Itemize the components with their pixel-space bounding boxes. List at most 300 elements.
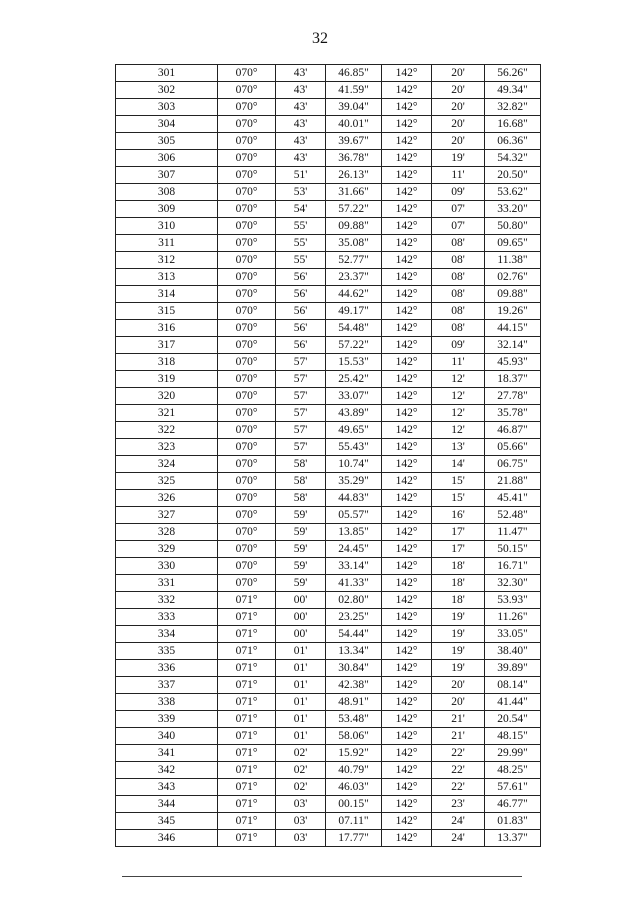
lat-minutes-cell: 55' bbox=[276, 235, 326, 252]
lon-minutes-cell: 13' bbox=[432, 439, 485, 456]
table-row bbox=[116, 235, 541, 252]
lat-seconds-cell: 26.13" bbox=[326, 167, 382, 184]
table-row bbox=[116, 626, 541, 643]
table-row bbox=[116, 422, 541, 439]
lon-seconds-cell: 39.89" bbox=[485, 660, 541, 677]
lon-degrees-cell: 142° bbox=[382, 762, 432, 779]
lat-seconds-cell: 10.74" bbox=[326, 456, 382, 473]
lon-degrees-cell: 142° bbox=[382, 592, 432, 609]
lon-minutes-cell: 21' bbox=[432, 711, 485, 728]
lat-seconds-cell: 46.85" bbox=[326, 65, 382, 82]
lon-minutes-cell: 08' bbox=[432, 235, 485, 252]
lon-degrees-cell: 142° bbox=[382, 524, 432, 541]
point-number-cell: 331 bbox=[116, 575, 218, 592]
point-number-cell: 321 bbox=[116, 405, 218, 422]
lat-minutes-cell: 58' bbox=[276, 490, 326, 507]
lon-seconds-cell: 33.05" bbox=[485, 626, 541, 643]
lat-degrees-cell: 071° bbox=[218, 830, 276, 847]
lon-seconds-cell: 52.48" bbox=[485, 507, 541, 524]
lat-minutes-cell: 57' bbox=[276, 422, 326, 439]
lon-seconds-cell: 44.15" bbox=[485, 320, 541, 337]
point-number-cell: 343 bbox=[116, 779, 218, 796]
lat-seconds-cell: 15.53" bbox=[326, 354, 382, 371]
point-number-cell: 334 bbox=[116, 626, 218, 643]
lon-seconds-cell: 48.25" bbox=[485, 762, 541, 779]
lat-seconds-cell: 41.59" bbox=[326, 82, 382, 99]
lat-minutes-cell: 02' bbox=[276, 745, 326, 762]
table-row bbox=[116, 643, 541, 660]
lon-minutes-cell: 19' bbox=[432, 660, 485, 677]
lat-degrees-cell: 071° bbox=[218, 609, 276, 626]
lon-degrees-cell: 142° bbox=[382, 813, 432, 830]
table-row bbox=[116, 473, 541, 490]
lat-minutes-cell: 01' bbox=[276, 728, 326, 745]
table-row bbox=[116, 813, 541, 830]
lat-degrees-cell: 071° bbox=[218, 813, 276, 830]
lat-degrees-cell: 070° bbox=[218, 133, 276, 150]
lat-seconds-cell: 23.37" bbox=[326, 269, 382, 286]
lat-degrees-cell: 070° bbox=[218, 490, 276, 507]
point-number-cell: 309 bbox=[116, 201, 218, 218]
lat-minutes-cell: 57' bbox=[276, 354, 326, 371]
lon-seconds-cell: 01.83" bbox=[485, 813, 541, 830]
lat-minutes-cell: 56' bbox=[276, 320, 326, 337]
lon-minutes-cell: 20' bbox=[432, 133, 485, 150]
footer-rule bbox=[122, 876, 522, 877]
lon-degrees-cell: 142° bbox=[382, 728, 432, 745]
lat-seconds-cell: 31.66" bbox=[326, 184, 382, 201]
table-row bbox=[116, 354, 541, 371]
table-row bbox=[116, 609, 541, 626]
lat-degrees-cell: 071° bbox=[218, 762, 276, 779]
lat-minutes-cell: 00' bbox=[276, 592, 326, 609]
lat-degrees-cell: 070° bbox=[218, 218, 276, 235]
lat-minutes-cell: 03' bbox=[276, 813, 326, 830]
point-number-cell: 323 bbox=[116, 439, 218, 456]
lon-minutes-cell: 09' bbox=[432, 184, 485, 201]
lat-seconds-cell: 39.67" bbox=[326, 133, 382, 150]
lon-seconds-cell: 08.14" bbox=[485, 677, 541, 694]
point-number-cell: 313 bbox=[116, 269, 218, 286]
lat-degrees-cell: 070° bbox=[218, 388, 276, 405]
table-row bbox=[116, 167, 541, 184]
lat-minutes-cell: 59' bbox=[276, 575, 326, 592]
lon-seconds-cell: 20.54" bbox=[485, 711, 541, 728]
table-row bbox=[116, 82, 541, 99]
lat-minutes-cell: 59' bbox=[276, 558, 326, 575]
lat-seconds-cell: 35.08" bbox=[326, 235, 382, 252]
lat-seconds-cell: 05.57" bbox=[326, 507, 382, 524]
table-row bbox=[116, 201, 541, 218]
point-number-cell: 319 bbox=[116, 371, 218, 388]
lon-seconds-cell: 27.78" bbox=[485, 388, 541, 405]
lon-minutes-cell: 19' bbox=[432, 150, 485, 167]
lon-seconds-cell: 48.15" bbox=[485, 728, 541, 745]
lon-minutes-cell: 17' bbox=[432, 541, 485, 558]
table-row bbox=[116, 830, 541, 847]
lat-seconds-cell: 58.06" bbox=[326, 728, 382, 745]
lon-degrees-cell: 142° bbox=[382, 303, 432, 320]
lon-degrees-cell: 142° bbox=[382, 507, 432, 524]
lat-seconds-cell: 15.92" bbox=[326, 745, 382, 762]
lat-minutes-cell: 01' bbox=[276, 660, 326, 677]
lat-degrees-cell: 070° bbox=[218, 82, 276, 99]
point-number-cell: 340 bbox=[116, 728, 218, 745]
lon-minutes-cell: 12' bbox=[432, 388, 485, 405]
lon-minutes-cell: 22' bbox=[432, 762, 485, 779]
point-number-cell: 317 bbox=[116, 337, 218, 354]
lon-degrees-cell: 142° bbox=[382, 116, 432, 133]
lat-minutes-cell: 59' bbox=[276, 507, 326, 524]
point-number-cell: 320 bbox=[116, 388, 218, 405]
lon-degrees-cell: 142° bbox=[382, 779, 432, 796]
lon-degrees-cell: 142° bbox=[382, 337, 432, 354]
lat-degrees-cell: 071° bbox=[218, 711, 276, 728]
lat-seconds-cell: 17.77" bbox=[326, 830, 382, 847]
lon-degrees-cell: 142° bbox=[382, 609, 432, 626]
table-row bbox=[116, 490, 541, 507]
lon-degrees-cell: 142° bbox=[382, 643, 432, 660]
point-number-cell: 311 bbox=[116, 235, 218, 252]
lon-minutes-cell: 19' bbox=[432, 609, 485, 626]
lon-seconds-cell: 46.87" bbox=[485, 422, 541, 439]
table-row bbox=[116, 286, 541, 303]
lon-seconds-cell: 41.44" bbox=[485, 694, 541, 711]
lat-minutes-cell: 01' bbox=[276, 694, 326, 711]
lat-seconds-cell: 30.84" bbox=[326, 660, 382, 677]
lon-minutes-cell: 24' bbox=[432, 813, 485, 830]
lon-minutes-cell: 24' bbox=[432, 830, 485, 847]
lon-minutes-cell: 15' bbox=[432, 490, 485, 507]
lat-degrees-cell: 070° bbox=[218, 337, 276, 354]
lon-seconds-cell: 09.88" bbox=[485, 286, 541, 303]
table-row bbox=[116, 592, 541, 609]
lat-seconds-cell: 54.48" bbox=[326, 320, 382, 337]
lat-minutes-cell: 03' bbox=[276, 796, 326, 813]
lat-seconds-cell: 52.77" bbox=[326, 252, 382, 269]
lat-minutes-cell: 00' bbox=[276, 609, 326, 626]
lon-minutes-cell: 22' bbox=[432, 779, 485, 796]
point-number-cell: 325 bbox=[116, 473, 218, 490]
coordinates-table-body bbox=[116, 65, 541, 847]
table-row bbox=[116, 116, 541, 133]
lat-degrees-cell: 070° bbox=[218, 456, 276, 473]
lat-seconds-cell: 09.88" bbox=[326, 218, 382, 235]
point-number-cell: 333 bbox=[116, 609, 218, 626]
lon-degrees-cell: 142° bbox=[382, 167, 432, 184]
lon-seconds-cell: 33.20" bbox=[485, 201, 541, 218]
point-number-cell: 345 bbox=[116, 813, 218, 830]
lon-minutes-cell: 07' bbox=[432, 201, 485, 218]
lat-seconds-cell: 00.15" bbox=[326, 796, 382, 813]
lat-degrees-cell: 070° bbox=[218, 167, 276, 184]
lat-degrees-cell: 071° bbox=[218, 796, 276, 813]
lon-degrees-cell: 142° bbox=[382, 490, 432, 507]
table-row bbox=[116, 728, 541, 745]
table-row bbox=[116, 660, 541, 677]
lat-degrees-cell: 070° bbox=[218, 354, 276, 371]
table-row bbox=[116, 745, 541, 762]
lat-degrees-cell: 070° bbox=[218, 575, 276, 592]
lat-degrees-cell: 070° bbox=[218, 405, 276, 422]
lat-degrees-cell: 071° bbox=[218, 779, 276, 796]
lat-minutes-cell: 02' bbox=[276, 762, 326, 779]
lon-degrees-cell: 142° bbox=[382, 745, 432, 762]
lat-seconds-cell: 55.43" bbox=[326, 439, 382, 456]
lon-degrees-cell: 142° bbox=[382, 660, 432, 677]
lon-seconds-cell: 53.62" bbox=[485, 184, 541, 201]
lat-degrees-cell: 070° bbox=[218, 558, 276, 575]
point-number-cell: 302 bbox=[116, 82, 218, 99]
point-number-cell: 305 bbox=[116, 133, 218, 150]
lon-seconds-cell: 21.88" bbox=[485, 473, 541, 490]
table-row bbox=[116, 388, 541, 405]
lat-seconds-cell: 39.04" bbox=[326, 99, 382, 116]
lat-minutes-cell: 00' bbox=[276, 626, 326, 643]
lat-seconds-cell: 42.38" bbox=[326, 677, 382, 694]
lat-degrees-cell: 071° bbox=[218, 728, 276, 745]
lat-minutes-cell: 01' bbox=[276, 677, 326, 694]
point-number-cell: 308 bbox=[116, 184, 218, 201]
lat-minutes-cell: 43' bbox=[276, 150, 326, 167]
lon-minutes-cell: 20' bbox=[432, 677, 485, 694]
lat-seconds-cell: 49.17" bbox=[326, 303, 382, 320]
point-number-cell: 332 bbox=[116, 592, 218, 609]
lon-seconds-cell: 02.76" bbox=[485, 269, 541, 286]
lon-degrees-cell: 142° bbox=[382, 541, 432, 558]
lon-seconds-cell: 20.50" bbox=[485, 167, 541, 184]
table-row bbox=[116, 439, 541, 456]
lon-minutes-cell: 19' bbox=[432, 626, 485, 643]
point-number-cell: 322 bbox=[116, 422, 218, 439]
lon-degrees-cell: 142° bbox=[382, 626, 432, 643]
lat-seconds-cell: 53.48" bbox=[326, 711, 382, 728]
lon-minutes-cell: 22' bbox=[432, 745, 485, 762]
lat-degrees-cell: 071° bbox=[218, 660, 276, 677]
lat-seconds-cell: 48.91" bbox=[326, 694, 382, 711]
lon-seconds-cell: 13.37" bbox=[485, 830, 541, 847]
point-number-cell: 330 bbox=[116, 558, 218, 575]
lon-degrees-cell: 142° bbox=[382, 252, 432, 269]
lon-degrees-cell: 142° bbox=[382, 405, 432, 422]
lon-minutes-cell: 20' bbox=[432, 116, 485, 133]
lat-degrees-cell: 071° bbox=[218, 677, 276, 694]
lon-degrees-cell: 142° bbox=[382, 558, 432, 575]
table-row bbox=[116, 99, 541, 116]
lat-degrees-cell: 070° bbox=[218, 252, 276, 269]
point-number-cell: 312 bbox=[116, 252, 218, 269]
point-number-cell: 304 bbox=[116, 116, 218, 133]
table-row bbox=[116, 184, 541, 201]
lon-minutes-cell: 20' bbox=[432, 99, 485, 116]
lon-minutes-cell: 08' bbox=[432, 303, 485, 320]
table-row bbox=[116, 507, 541, 524]
lat-seconds-cell: 33.14" bbox=[326, 558, 382, 575]
table-row bbox=[116, 218, 541, 235]
lon-minutes-cell: 12' bbox=[432, 405, 485, 422]
lon-degrees-cell: 142° bbox=[382, 99, 432, 116]
point-number-cell: 339 bbox=[116, 711, 218, 728]
point-number-cell: 318 bbox=[116, 354, 218, 371]
lat-seconds-cell: 13.34" bbox=[326, 643, 382, 660]
lon-seconds-cell: 16.68" bbox=[485, 116, 541, 133]
lat-degrees-cell: 070° bbox=[218, 116, 276, 133]
lon-seconds-cell: 35.78" bbox=[485, 405, 541, 422]
lon-seconds-cell: 06.36" bbox=[485, 133, 541, 150]
coordinates-table bbox=[115, 64, 541, 847]
lon-degrees-cell: 142° bbox=[382, 150, 432, 167]
table-row bbox=[116, 558, 541, 575]
lat-minutes-cell: 02' bbox=[276, 779, 326, 796]
lat-seconds-cell: 23.25" bbox=[326, 609, 382, 626]
lat-minutes-cell: 56' bbox=[276, 337, 326, 354]
point-number-cell: 344 bbox=[116, 796, 218, 813]
table-row bbox=[116, 762, 541, 779]
lat-minutes-cell: 56' bbox=[276, 303, 326, 320]
lon-seconds-cell: 57.61" bbox=[485, 779, 541, 796]
lon-seconds-cell: 05.66" bbox=[485, 439, 541, 456]
lat-degrees-cell: 071° bbox=[218, 694, 276, 711]
lon-degrees-cell: 142° bbox=[382, 218, 432, 235]
lon-degrees-cell: 142° bbox=[382, 201, 432, 218]
lon-degrees-cell: 142° bbox=[382, 269, 432, 286]
lat-minutes-cell: 59' bbox=[276, 524, 326, 541]
lon-minutes-cell: 08' bbox=[432, 269, 485, 286]
point-number-cell: 338 bbox=[116, 694, 218, 711]
lat-seconds-cell: 49.65" bbox=[326, 422, 382, 439]
lon-seconds-cell: 49.34" bbox=[485, 82, 541, 99]
table-row bbox=[116, 779, 541, 796]
lat-degrees-cell: 070° bbox=[218, 524, 276, 541]
lon-degrees-cell: 142° bbox=[382, 830, 432, 847]
table-row bbox=[116, 541, 541, 558]
lon-degrees-cell: 142° bbox=[382, 456, 432, 473]
point-number-cell: 314 bbox=[116, 286, 218, 303]
lat-seconds-cell: 25.42" bbox=[326, 371, 382, 388]
lon-degrees-cell: 142° bbox=[382, 320, 432, 337]
lat-degrees-cell: 070° bbox=[218, 269, 276, 286]
lat-seconds-cell: 36.78" bbox=[326, 150, 382, 167]
lon-seconds-cell: 46.77" bbox=[485, 796, 541, 813]
table-row bbox=[116, 252, 541, 269]
lon-seconds-cell: 11.38" bbox=[485, 252, 541, 269]
lat-degrees-cell: 071° bbox=[218, 626, 276, 643]
lon-minutes-cell: 23' bbox=[432, 796, 485, 813]
table-row bbox=[116, 303, 541, 320]
point-number-cell: 337 bbox=[116, 677, 218, 694]
lat-seconds-cell: 33.07" bbox=[326, 388, 382, 405]
lat-degrees-cell: 070° bbox=[218, 65, 276, 82]
lat-minutes-cell: 43' bbox=[276, 99, 326, 116]
lat-degrees-cell: 070° bbox=[218, 507, 276, 524]
table-row bbox=[116, 269, 541, 286]
lon-degrees-cell: 142° bbox=[382, 677, 432, 694]
lat-minutes-cell: 59' bbox=[276, 541, 326, 558]
lat-degrees-cell: 070° bbox=[218, 235, 276, 252]
lon-degrees-cell: 142° bbox=[382, 65, 432, 82]
lon-seconds-cell: 38.40" bbox=[485, 643, 541, 660]
table-row bbox=[116, 796, 541, 813]
point-number-cell: 342 bbox=[116, 762, 218, 779]
lat-minutes-cell: 43' bbox=[276, 65, 326, 82]
lat-minutes-cell: 55' bbox=[276, 252, 326, 269]
lon-degrees-cell: 142° bbox=[382, 575, 432, 592]
lon-minutes-cell: 18' bbox=[432, 575, 485, 592]
lon-degrees-cell: 142° bbox=[382, 82, 432, 99]
lon-degrees-cell: 142° bbox=[382, 286, 432, 303]
lon-degrees-cell: 142° bbox=[382, 235, 432, 252]
lon-seconds-cell: 18.37" bbox=[485, 371, 541, 388]
point-number-cell: 303 bbox=[116, 99, 218, 116]
lat-seconds-cell: 07.11" bbox=[326, 813, 382, 830]
lon-seconds-cell: 45.93" bbox=[485, 354, 541, 371]
lat-degrees-cell: 070° bbox=[218, 320, 276, 337]
table-row bbox=[116, 133, 541, 150]
lat-seconds-cell: 44.62" bbox=[326, 286, 382, 303]
lat-minutes-cell: 55' bbox=[276, 218, 326, 235]
lon-degrees-cell: 142° bbox=[382, 439, 432, 456]
lat-seconds-cell: 46.03" bbox=[326, 779, 382, 796]
point-number-cell: 327 bbox=[116, 507, 218, 524]
lat-degrees-cell: 070° bbox=[218, 303, 276, 320]
lon-degrees-cell: 142° bbox=[382, 133, 432, 150]
lon-seconds-cell: 56.26" bbox=[485, 65, 541, 82]
lat-minutes-cell: 03' bbox=[276, 830, 326, 847]
lon-minutes-cell: 11' bbox=[432, 167, 485, 184]
lon-degrees-cell: 142° bbox=[382, 388, 432, 405]
lon-minutes-cell: 20' bbox=[432, 65, 485, 82]
lon-degrees-cell: 142° bbox=[382, 371, 432, 388]
lon-seconds-cell: 19.26" bbox=[485, 303, 541, 320]
lat-minutes-cell: 56' bbox=[276, 269, 326, 286]
lon-seconds-cell: 50.80" bbox=[485, 218, 541, 235]
page-number: 32 bbox=[312, 30, 328, 47]
lon-seconds-cell: 16.71" bbox=[485, 558, 541, 575]
lat-degrees-cell: 070° bbox=[218, 439, 276, 456]
table-row bbox=[116, 575, 541, 592]
point-number-cell: 310 bbox=[116, 218, 218, 235]
lat-degrees-cell: 070° bbox=[218, 201, 276, 218]
lon-minutes-cell: 19' bbox=[432, 643, 485, 660]
lon-degrees-cell: 142° bbox=[382, 473, 432, 490]
lat-seconds-cell: 54.44" bbox=[326, 626, 382, 643]
table-row bbox=[116, 456, 541, 473]
lat-minutes-cell: 56' bbox=[276, 286, 326, 303]
table-row bbox=[116, 65, 541, 82]
table-row bbox=[116, 694, 541, 711]
lat-seconds-cell: 43.89" bbox=[326, 405, 382, 422]
point-number-cell: 316 bbox=[116, 320, 218, 337]
lat-seconds-cell: 40.01" bbox=[326, 116, 382, 133]
lon-seconds-cell: 11.47" bbox=[485, 524, 541, 541]
lon-seconds-cell: 11.26" bbox=[485, 609, 541, 626]
lon-minutes-cell: 08' bbox=[432, 286, 485, 303]
lat-seconds-cell: 41.33" bbox=[326, 575, 382, 592]
lat-degrees-cell: 070° bbox=[218, 422, 276, 439]
table-row bbox=[116, 711, 541, 728]
lon-minutes-cell: 07' bbox=[432, 218, 485, 235]
lat-degrees-cell: 071° bbox=[218, 745, 276, 762]
lon-seconds-cell: 45.41" bbox=[485, 490, 541, 507]
lat-degrees-cell: 070° bbox=[218, 286, 276, 303]
lon-degrees-cell: 142° bbox=[382, 422, 432, 439]
lon-seconds-cell: 29.99" bbox=[485, 745, 541, 762]
lon-degrees-cell: 142° bbox=[382, 796, 432, 813]
lon-degrees-cell: 142° bbox=[382, 694, 432, 711]
table-row bbox=[116, 371, 541, 388]
point-number-cell: 307 bbox=[116, 167, 218, 184]
lon-minutes-cell: 18' bbox=[432, 592, 485, 609]
